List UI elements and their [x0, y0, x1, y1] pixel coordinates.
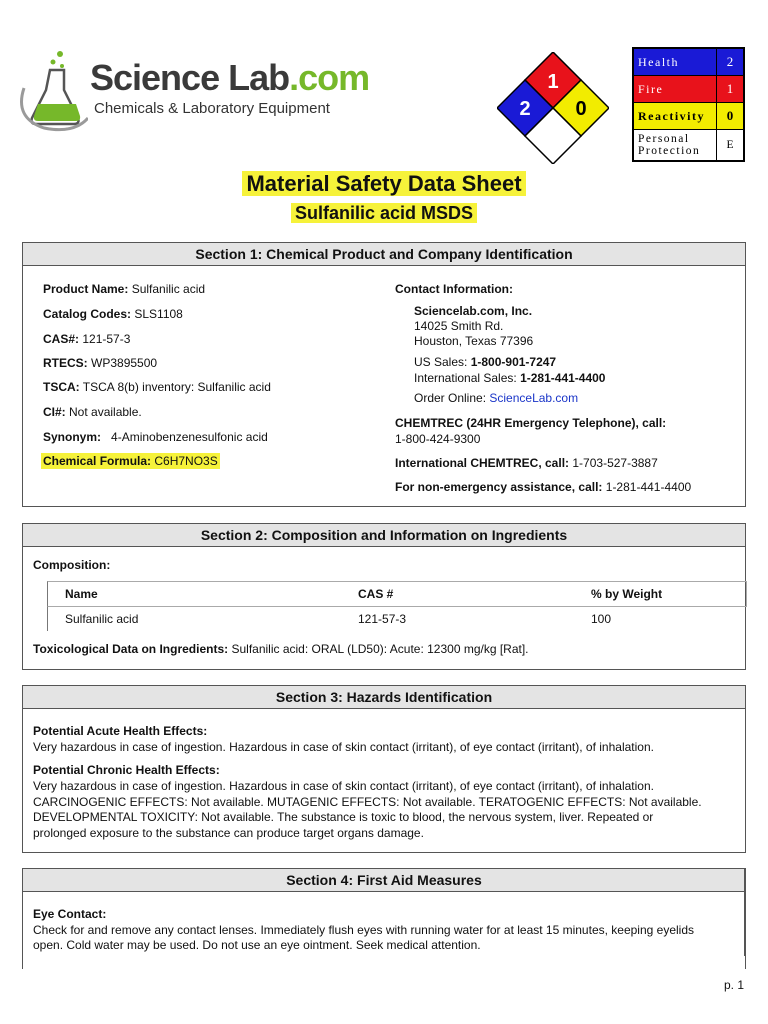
rtecs-row: RTECS: WP3895500 — [43, 356, 158, 370]
column-header: CAS # — [358, 587, 394, 601]
chemtrec-label: CHEMTREC (24HR Emergency Telephone), call: — [395, 416, 667, 430]
hmis-value: 2 — [717, 48, 745, 76]
product-name-row: Product Name: Sulfanilic acid — [43, 282, 206, 296]
hmis-value: 1 — [717, 76, 745, 103]
section-border-left — [22, 868, 23, 956]
document-title: Material Safety Data Sheet — [0, 170, 768, 198]
column-header: Name — [65, 587, 98, 601]
composition-label: Composition: — [33, 558, 111, 572]
us-sales-row: US Sales: 1-800-901-7247 — [414, 355, 557, 369]
order-online-row: Order Online: ScienceLab.com — [414, 391, 579, 405]
composition-table — [47, 581, 747, 631]
chronic-effects-line: prolonged exposure to the substance can produce target organs damage. — [33, 826, 424, 840]
chronic-effects-line: Very hazardous in case of ingestion. Hazardous in case of skin contact (irritant), of eye contact (irritant), of inhalation. — [33, 779, 654, 793]
logo-tagline: Chemicals & Laboratory Equipment — [94, 100, 330, 117]
table-row — [47, 607, 747, 631]
chemtrec-number: 1-800-424-9300 — [395, 432, 481, 446]
nfpa-fire-value: 1 — [547, 71, 559, 93]
company-name: Sciencelab.com, Inc. — [414, 304, 533, 318]
section-1 — [22, 242, 746, 507]
table-cell: 121-57-3 — [358, 612, 407, 626]
chronic-effects-label: Potential Chronic Health Effects: — [33, 763, 220, 777]
acute-effects-text: Very hazardous in case of ingestion. Hazardous in case of skin contact (irritant), of eye contact (irritant), of inhalation. — [33, 740, 654, 754]
nfpa-reactivity-value: 0 — [575, 98, 587, 120]
intl-sales-row: International Sales: 1-281-441-4400 — [414, 371, 606, 385]
page-number: p. 1 — [723, 978, 744, 992]
hmis-label: Personal Protection — [633, 130, 717, 162]
section-heading: Section 4: First Aid Measures — [23, 869, 745, 892]
chronic-effects-line: DEVELOPMENTAL TOXICITY: Not available. The substance is toxic to blood, the nervous system, liver. Repeated or — [33, 810, 654, 824]
section-3 — [22, 685, 746, 853]
sciencelab-link[interactable]: ScienceLab.com — [489, 391, 579, 405]
eye-contact-line: open. Cold water may be used. Do not use an eye ointment. Seek medical attention. — [33, 938, 481, 952]
nfpa-health-value: 2 — [519, 98, 531, 120]
eye-contact-label: Eye Contact: — [33, 907, 107, 921]
hmis-label: Fire — [633, 76, 717, 103]
address-line-1: 14025 Smith Rd. — [414, 319, 504, 333]
hmis-value: E — [717, 130, 745, 162]
cas-row: CAS#: 121-57-3 — [43, 332, 131, 346]
eye-contact-line: Check for and remove any contact lenses. Immediately flush eyes with running water for at least 15 minutes, keeping eyelids — [33, 923, 695, 937]
chronic-effects-line: CARCINOGENIC EFFECTS: Not available. MUTAGENIC EFFECTS: Not available. TERATOGENIC EFFECTS: Not available. — [33, 795, 702, 809]
catalog-code-row: Catalog Codes: SLS1108 — [43, 307, 183, 321]
ci-row: CI#: Not available. — [43, 405, 142, 419]
toxicological-data: Toxicological Data on Ingredients: Sulfanilic acid: ORAL (LD50): Acute: 12300 mg/kg [Rat]. — [33, 642, 529, 656]
logo-wordmark: Science Lab.com — [90, 57, 370, 98]
table-header-row — [47, 581, 747, 607]
hmis-rating-table — [632, 47, 745, 162]
chemical-formula-row: Chemical Formula: C6H7NO3S — [43, 454, 218, 468]
address-line-2: Houston, Texas 77396 — [414, 334, 534, 348]
column-header: % by Weight — [591, 587, 663, 601]
section-heading: Section 1: Chemical Product and Company Identification — [23, 243, 745, 266]
section-border-right — [744, 868, 745, 956]
hmis-label: Reactivity — [633, 103, 717, 130]
nonemergency-row: For non-emergency assistance, call: 1-281-441-4400 — [395, 480, 692, 494]
section-heading: Section 2: Composition and Information on Ingredients — [23, 524, 745, 547]
section-2 — [22, 523, 746, 670]
document-subtitle: Sulfanilic acid MSDS — [0, 201, 768, 225]
hmis-value: 0 — [717, 103, 745, 130]
synonym-row: Synonym: 4-Aminobenzenesulfonic acid — [43, 430, 268, 444]
table-cell: Sulfanilic acid — [65, 612, 139, 626]
hmis-label: Health — [633, 48, 717, 76]
section-heading: Section 3: Hazards Identification — [23, 686, 745, 709]
flask-icon — [18, 48, 88, 132]
nfpa-diamond — [497, 52, 609, 164]
contact-heading: Contact Information: — [395, 282, 513, 296]
tsca-row: TSCA: TSCA 8(b) inventory: Sulfanilic acid — [43, 380, 271, 394]
acute-effects-label: Potential Acute Health Effects: — [33, 724, 208, 738]
sciencelab-logo — [18, 48, 370, 132]
intl-chemtrec-row: International CHEMTREC, call: 1-703-527-3887 — [395, 456, 658, 470]
section-4 — [22, 868, 746, 969]
table-cell: 100 — [591, 612, 612, 626]
